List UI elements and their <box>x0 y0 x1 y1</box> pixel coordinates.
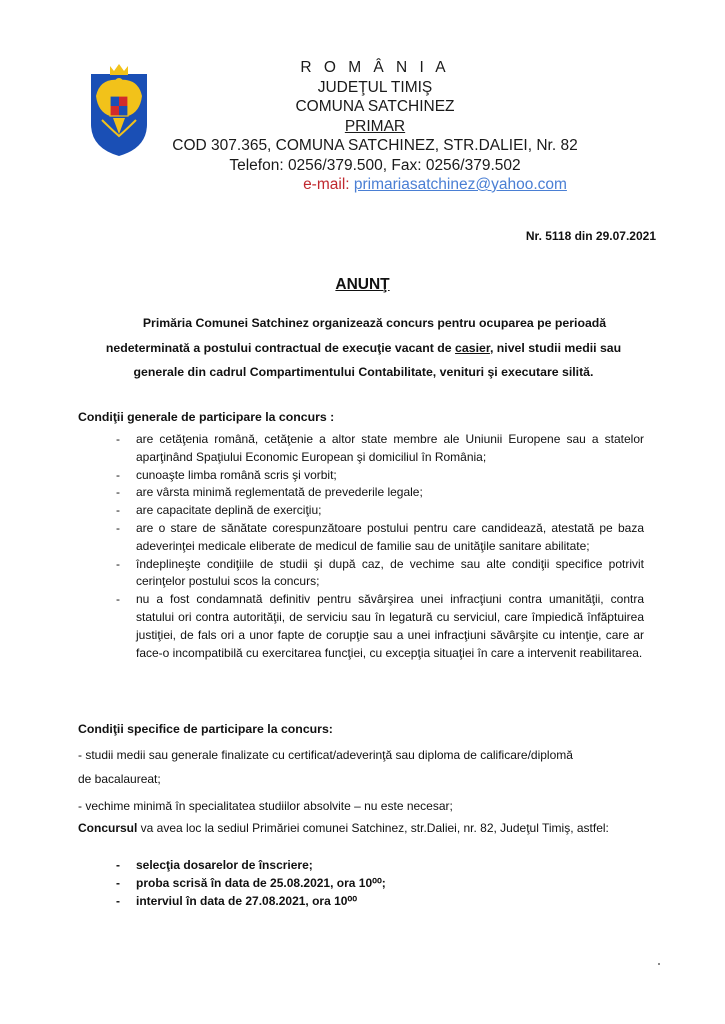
list-item: - are vârsta minimă reglementată de prevederile legale; <box>114 484 644 502</box>
list-item: - nu a fost condamnată definitiv pentru săvârşirea unei infracţiuni contra umanităţii, contra statului ori contra autorităţii, de serviciu sau în legatură cu serviciul, care împiedică înfăptuirea justiţiei, de fals ori a unor fapte de corupţie sau a unei infracţiuni săvârşite cu intenţie, care ar face-o incompatibilă cu exercitarea funcţiei, cu excepţia situaţiei în care a intervenit reabilitarea. <box>114 591 644 662</box>
general-conditions-heading: Condiţii generale de participare la concurs : <box>78 410 335 424</box>
list-item: - proba scrisă în data de 25.08.2021, ora 10⁰⁰; <box>114 875 644 893</box>
list-item: - cunoaşte limba română scris şi vorbit; <box>114 467 644 485</box>
specific-line-2: - vechime minimă în specialitatea studiilor absolvite – nu este necesar; <box>78 799 453 813</box>
list-item: - are capacitate deplină de exerciţiu; <box>114 502 644 520</box>
document-number: Nr. 5118 din 29.07.2021 <box>525 229 656 243</box>
specific-line-1b: de bacalaureat; <box>78 772 161 786</box>
email-label: e-mail: <box>303 176 350 193</box>
list-item: - interviul în data de 27.08.2021, ora 10⁰⁰ <box>114 893 644 911</box>
specific-conditions-heading: Condiţii specifice de participare la concurs: <box>78 722 333 736</box>
phone-line: Telefon: 0256/379.500, Fax: 0256/379.502 <box>229 156 521 174</box>
office-name: PRIMAR <box>344 117 406 135</box>
specific-line-1a: - studii medii sau generale finalizate cu certificat/adeverinţă sau diploma de calificare/diplomă <box>78 748 573 762</box>
address-line: COD 307.365, COMUNA SATCHINEZ, STR.DALIEI, Nr. 82 <box>172 137 578 154</box>
contest-stages-list <box>114 857 644 910</box>
email-link[interactable]: primariasatchinez@yahoo.com <box>353 176 567 193</box>
page-title: ANUNŢ <box>335 276 390 293</box>
country-name: R O M Â N I A <box>300 59 450 76</box>
contest-paragraph <box>78 820 644 838</box>
scan-speck <box>658 963 660 965</box>
contest-lead: Concursul <box>78 821 138 835</box>
letterhead <box>140 58 610 195</box>
email-line <box>140 175 610 195</box>
county-name: JUDEŢUL TIMIŞ <box>317 78 433 96</box>
commune-name: COMUNA SATCHINEZ <box>295 98 455 115</box>
post-name: casier <box>455 340 490 355</box>
intro-paragraph <box>82 311 645 385</box>
list-item: - îndeplineşte condiţiile de studii şi după caz, de vechime sau alte condiţii specifice potrivit cerinţelor postului scos la concurs; <box>114 556 644 592</box>
general-conditions-list <box>114 431 644 662</box>
intro-part2: , nivel studii medii sau generale din cadrul Compartimentului Contabilitate, venituri şi executare silită. <box>133 340 622 379</box>
list-item: - selecţia dosarelor de înscriere; <box>114 857 644 875</box>
intro-part1: Primăria Comunei Satchinez organizează concurs pentru ocuparea pe perioadă nedeterminată a postului contractual de execuţie vacant de <box>105 316 607 355</box>
list-item: - are cetăţenia română, cetăţenie a altor state membre ale Uniunii Europene sau a statelor aparţinând Spaţiului Economic European şi domiciliul în România; <box>114 431 644 467</box>
list-item: - are o stare de sănătate corespunzătoare postului pentru care candidează, atestată pe baza adeverinţei medicale eliberate de medicul de familie sau de unităţile sanitare abilitate; <box>114 520 644 556</box>
contest-text: va avea loc la sediul Primăriei comunei Satchinez, str.Daliei, nr. 82, Judeţul Timiş, astfel: <box>137 821 609 835</box>
